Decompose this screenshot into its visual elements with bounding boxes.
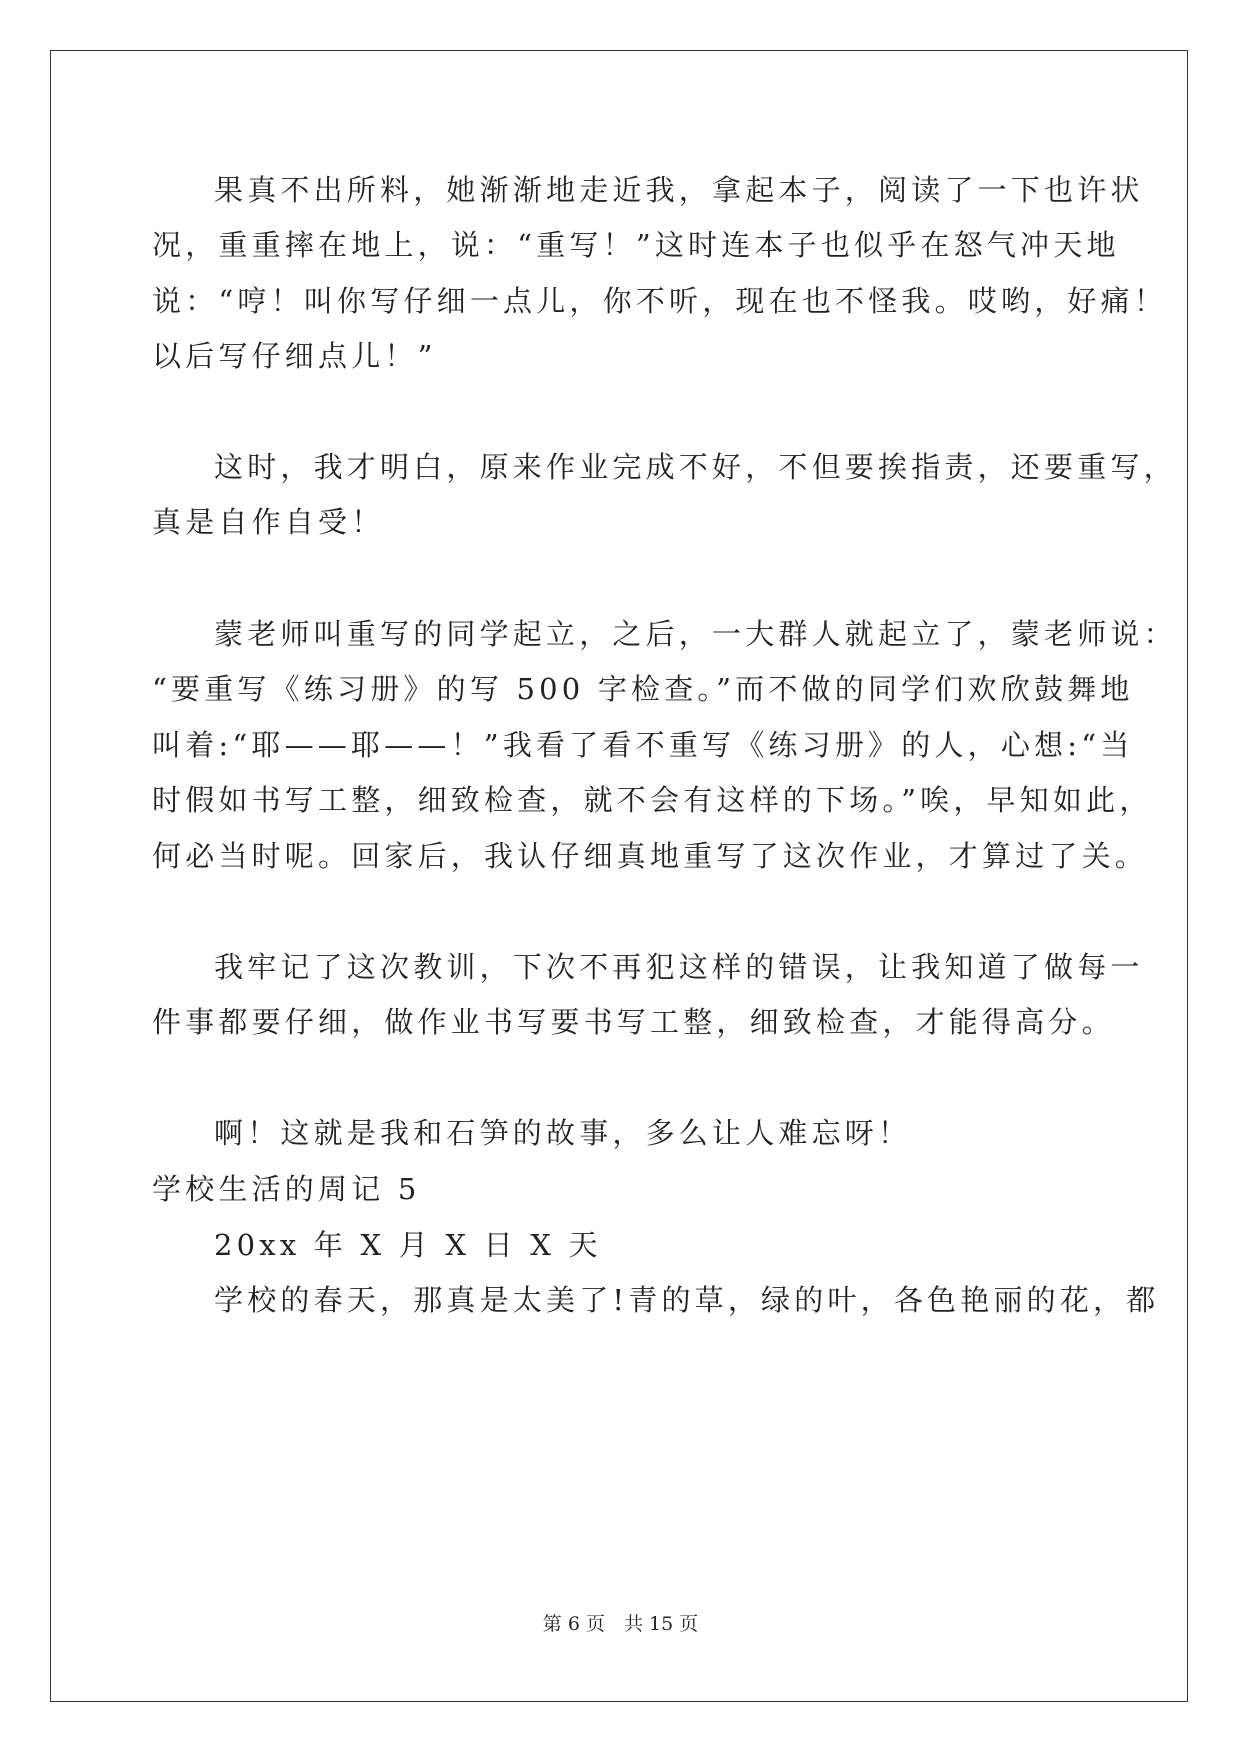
text-line: 以后写仔细点儿！” — [152, 339, 437, 373]
date-line: 20xx 年 X 月 X 日 X 天 — [214, 1228, 602, 1262]
text-line: 何必当时呢。回家后，我认仔细真地重写了这次作业，才算过了关。 — [152, 839, 1149, 873]
text-line: 件事都要仔细，做作业书写要书写工整，细致检查，才能得高分。 — [152, 1005, 1115, 1039]
text-line: 啊！这就是我和石笋的故事，多么让人难忘呀！ — [214, 1116, 912, 1150]
text-line: 蒙老师叫重写的同学起立，之后，一大群人就起立了，蒙老师说： — [214, 617, 1177, 651]
text-line: 叫着:“耶——耶——！”我看了看不重写《练习册》的人，心想:“当 — [152, 728, 1134, 762]
text-line: 这时，我才明白，原来作业完成不好，不但要挨指责，还要重写， — [214, 450, 1177, 484]
text-line: 学校的春天，那真是太美了!青的草，绿的叶，各色艳丽的花，都 — [214, 1283, 1160, 1317]
text-line: 真是自作自受！ — [152, 505, 385, 539]
text-line: “要重写《练习册》的写 500 字检查。”而不做的同学们欢欣鼓舞地 — [152, 672, 1134, 706]
text-line: 时假如书写工整，细致检查，就不会有这样的下场。”唉，早知如此， — [152, 783, 1153, 817]
page-footer: 第 6 页 共 15 页 — [542, 1613, 699, 1635]
section-heading: 学校生活的周记 5 — [152, 1172, 421, 1206]
text-line: 况，重重摔在地上，说：“重写！”这时连本子也似乎在怒气冲天地 — [152, 228, 1120, 262]
text-line: 我牢记了这次教训，下次不再犯这样的错误，让我知道了做每一 — [214, 950, 1144, 984]
text-line: 果真不出所料，她渐渐地走近我，拿起本子，阅读了一下也许状 — [214, 173, 1144, 207]
text-line: 说：“哼！叫你写仔细一点儿，你不听，现在也不怪我。哎哟，好痛！ — [152, 284, 1168, 318]
